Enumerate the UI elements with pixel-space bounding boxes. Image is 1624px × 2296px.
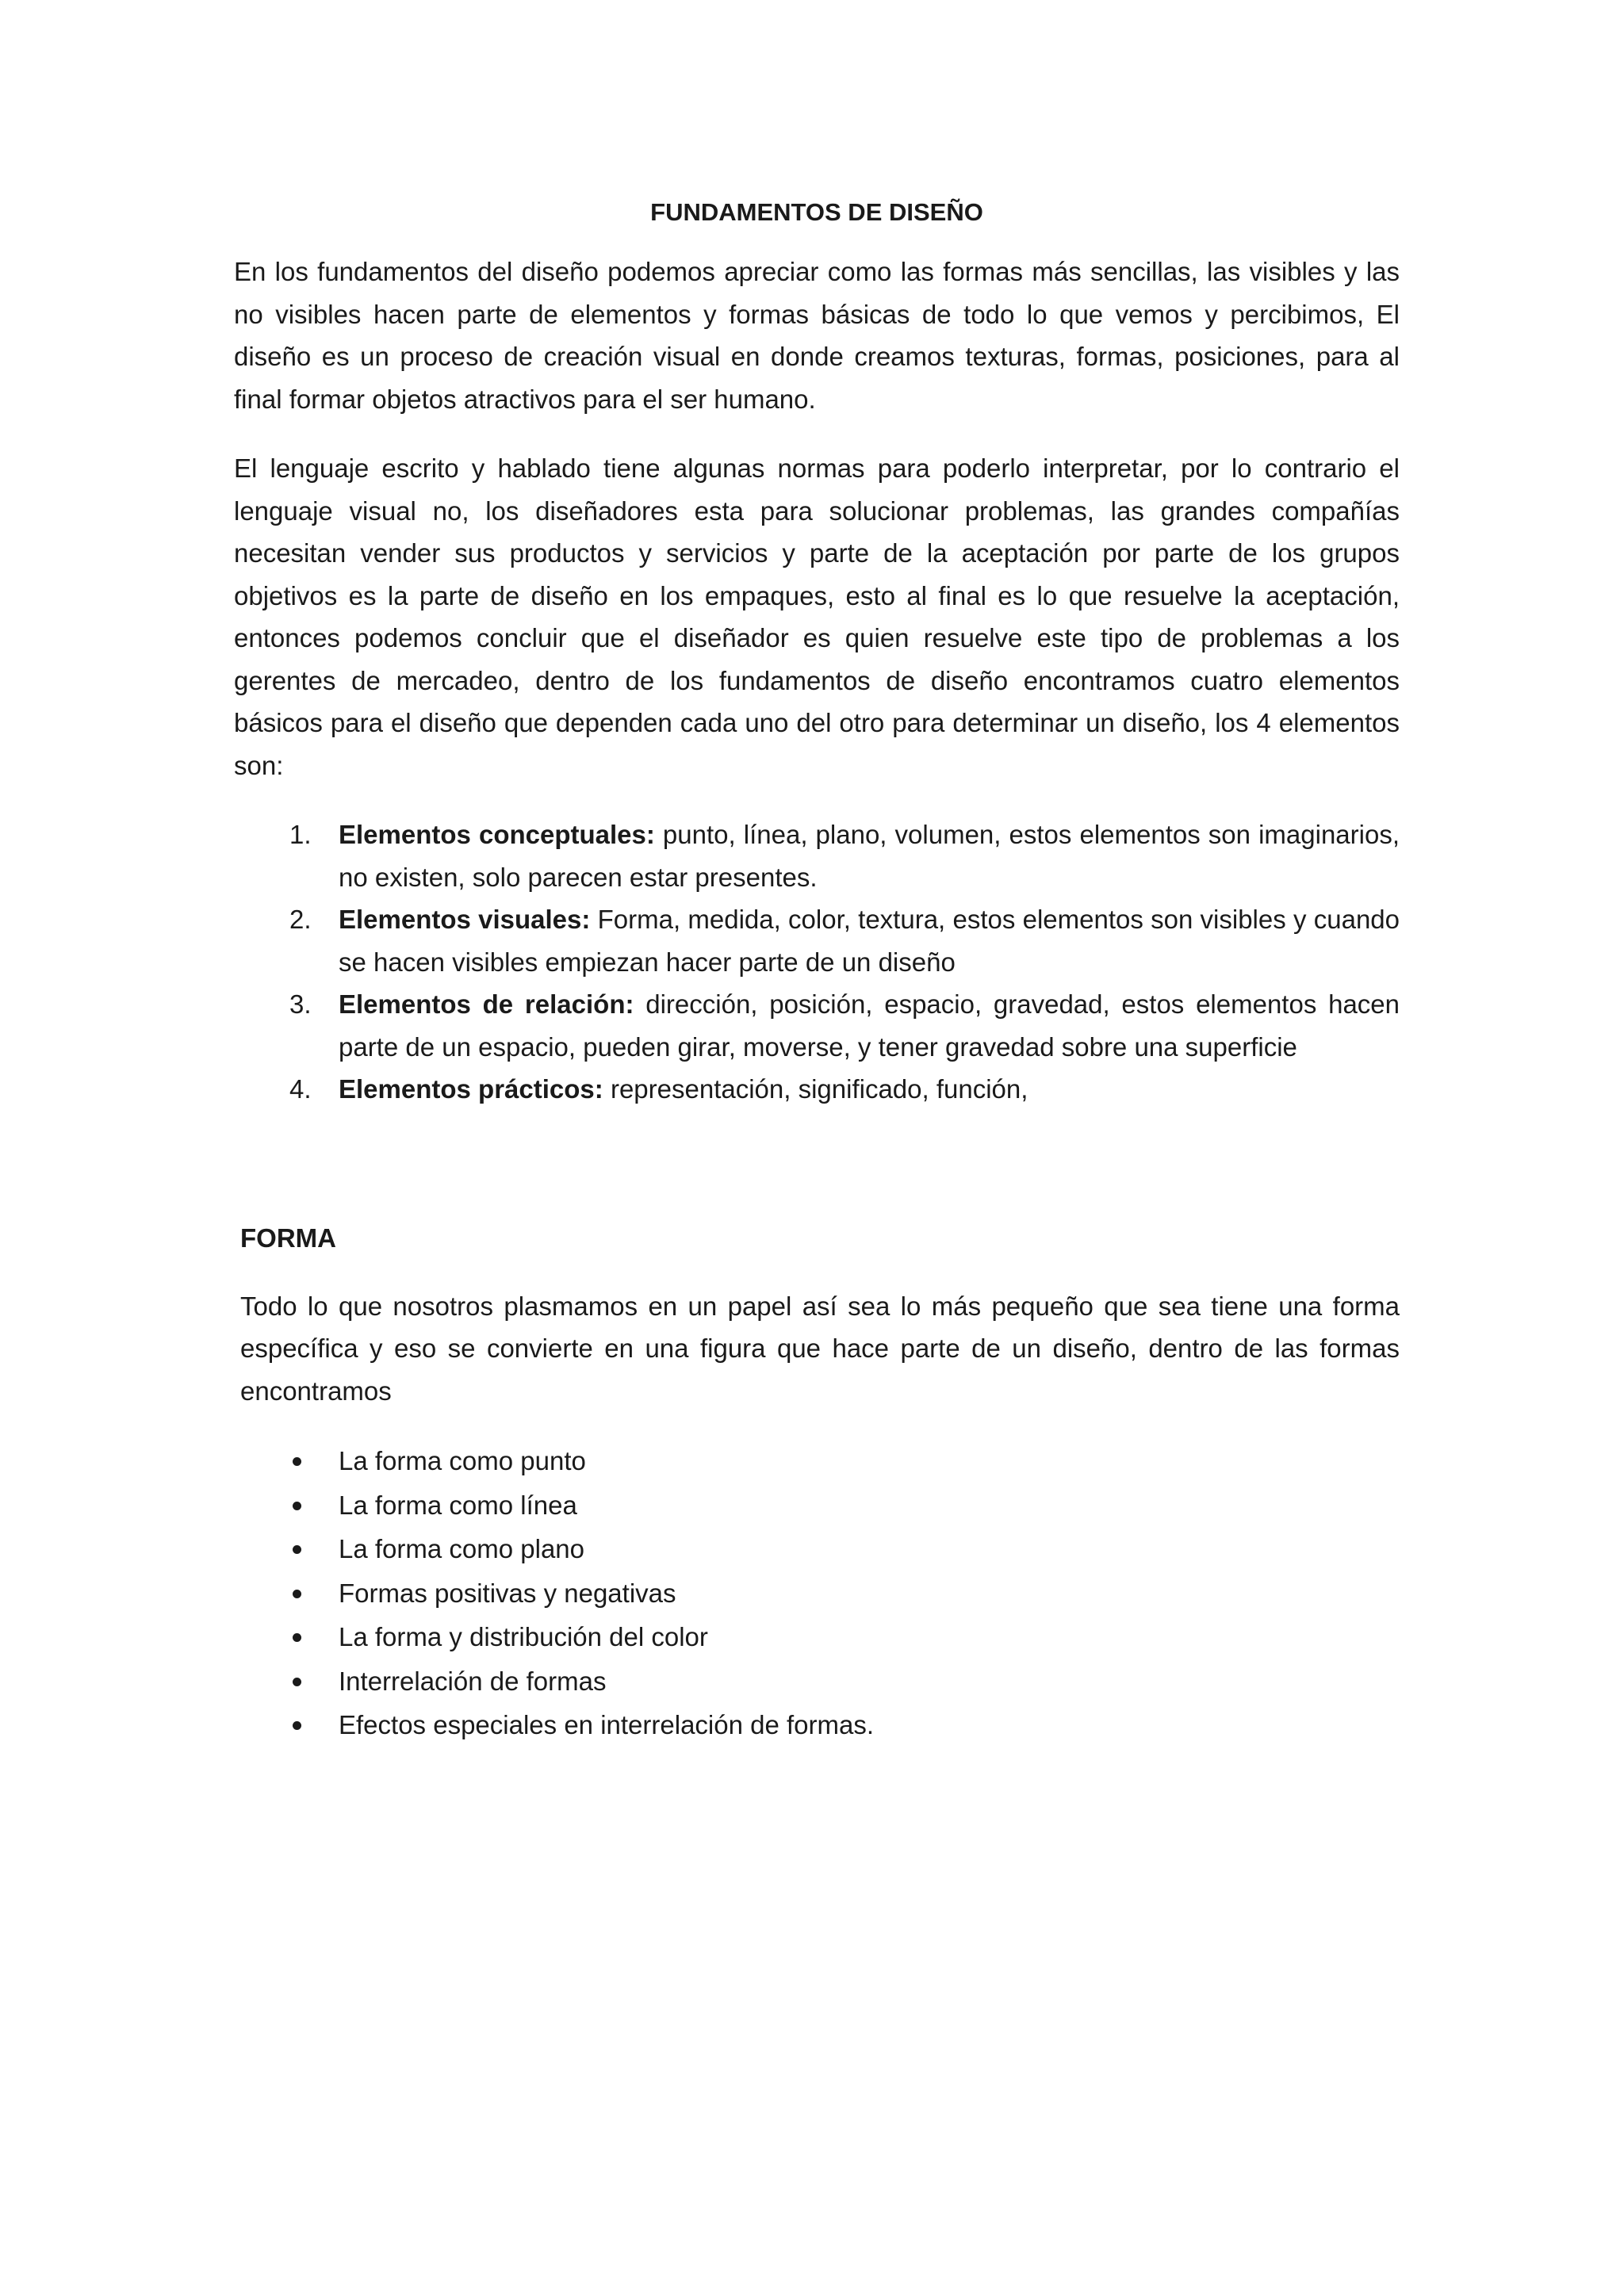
list-term: Elementos de relación: xyxy=(339,989,634,1019)
list-number: 2. xyxy=(289,905,312,934)
list-text: representación, significado, función, xyxy=(603,1074,1028,1104)
list-item xyxy=(234,983,1400,1068)
forma-section xyxy=(240,1217,1400,1747)
list-text: Interrelación de formas xyxy=(339,1666,607,1696)
list-text: La forma como plano xyxy=(339,1534,585,1563)
bullet-icon xyxy=(293,1545,301,1554)
list-item xyxy=(240,1659,1400,1704)
language-paragraph: El lenguaje escrito y hablado tiene algunas normas para poderlo interpretar, por lo contrario el lenguaje visual no, los diseñadores esta para solucionar problemas, las grandes compañías necesitan vender sus productos y servicios y parte de la aceptación por parte de los grupos objetivos es la parte de diseño en los empaques, esto al final es lo que resuelve la aceptación, entonces podemos concluir que el diseñador es quien resuelve este tipo de problemas a los gerentes de mercadeo, dentro de los fundamentos de diseño encontramos cuatro elementos básicos para el diseño que dependen cada uno del otro para determinar un diseño, los 4 elementos son: xyxy=(234,453,1400,780)
design-elements-list xyxy=(234,813,1400,1111)
list-number: 3. xyxy=(289,989,312,1019)
list-number: 1. xyxy=(289,820,312,849)
forma-list xyxy=(240,1439,1400,1747)
list-text: La forma como línea xyxy=(339,1490,577,1520)
list-item xyxy=(240,1439,1400,1483)
forma-paragraph: Todo lo que nosotros plasmamos en un papel así sea lo más pequeño que sea tiene una forma específica y eso se convierte en una figura que hace parte de un diseño, dentro de las formas encontramos xyxy=(240,1291,1400,1406)
list-text: La forma como punto xyxy=(339,1446,586,1475)
list-item xyxy=(234,813,1400,898)
list-text: Forma, medida, color, textura, estos elementos son visibles y cuando se hacen visibles empiezan hacer parte de un diseño xyxy=(339,905,1400,977)
intro-paragraph: En los fundamentos del diseño podemos apreciar como las formas más sencillas, las visibles y las no visibles hacen parte de elementos y formas básicas de todo lo que vemos y percibimos, El diseño es un proceso de creación visual en donde creamos texturas, formas, posiciones, para al final formar objetos atractivos para el ser humano. xyxy=(234,257,1400,414)
bullet-icon xyxy=(293,1678,301,1686)
bullet-icon xyxy=(293,1502,301,1510)
list-item xyxy=(234,898,1400,983)
list-number: 4. xyxy=(289,1074,312,1104)
list-term: Elementos conceptuales: xyxy=(339,820,655,849)
list-item xyxy=(240,1703,1400,1747)
list-item xyxy=(240,1615,1400,1659)
list-item xyxy=(240,1571,1400,1616)
list-text: punto, línea, plano, volumen, estos elementos son imaginarios, no existen, solo parecen estar presentes. xyxy=(339,820,1400,892)
list-term: Elementos visuales: xyxy=(339,905,591,934)
list-text: Formas positivas y negativas xyxy=(339,1578,676,1608)
list-text: Efectos especiales en interrelación de formas. xyxy=(339,1710,875,1739)
list-item xyxy=(234,1068,1400,1111)
forma-heading: FORMA xyxy=(240,1223,336,1253)
bullet-icon xyxy=(293,1457,301,1466)
list-term: Elementos prácticos: xyxy=(339,1074,603,1104)
bullet-icon xyxy=(293,1590,301,1598)
list-item xyxy=(240,1483,1400,1528)
list-item xyxy=(240,1527,1400,1571)
list-text: La forma y distribución del color xyxy=(339,1622,708,1651)
bullet-icon xyxy=(293,1721,301,1730)
list-text: dirección, posición, espacio, gravedad, estos elementos hacen parte de un espacio, pueden girar, moverse, y tener gravedad sobre una superficie xyxy=(339,989,1400,1062)
bullet-icon xyxy=(293,1633,301,1642)
document-title: FUNDAMENTOS DE DISEÑO xyxy=(650,198,983,226)
document-body xyxy=(234,195,1400,1111)
